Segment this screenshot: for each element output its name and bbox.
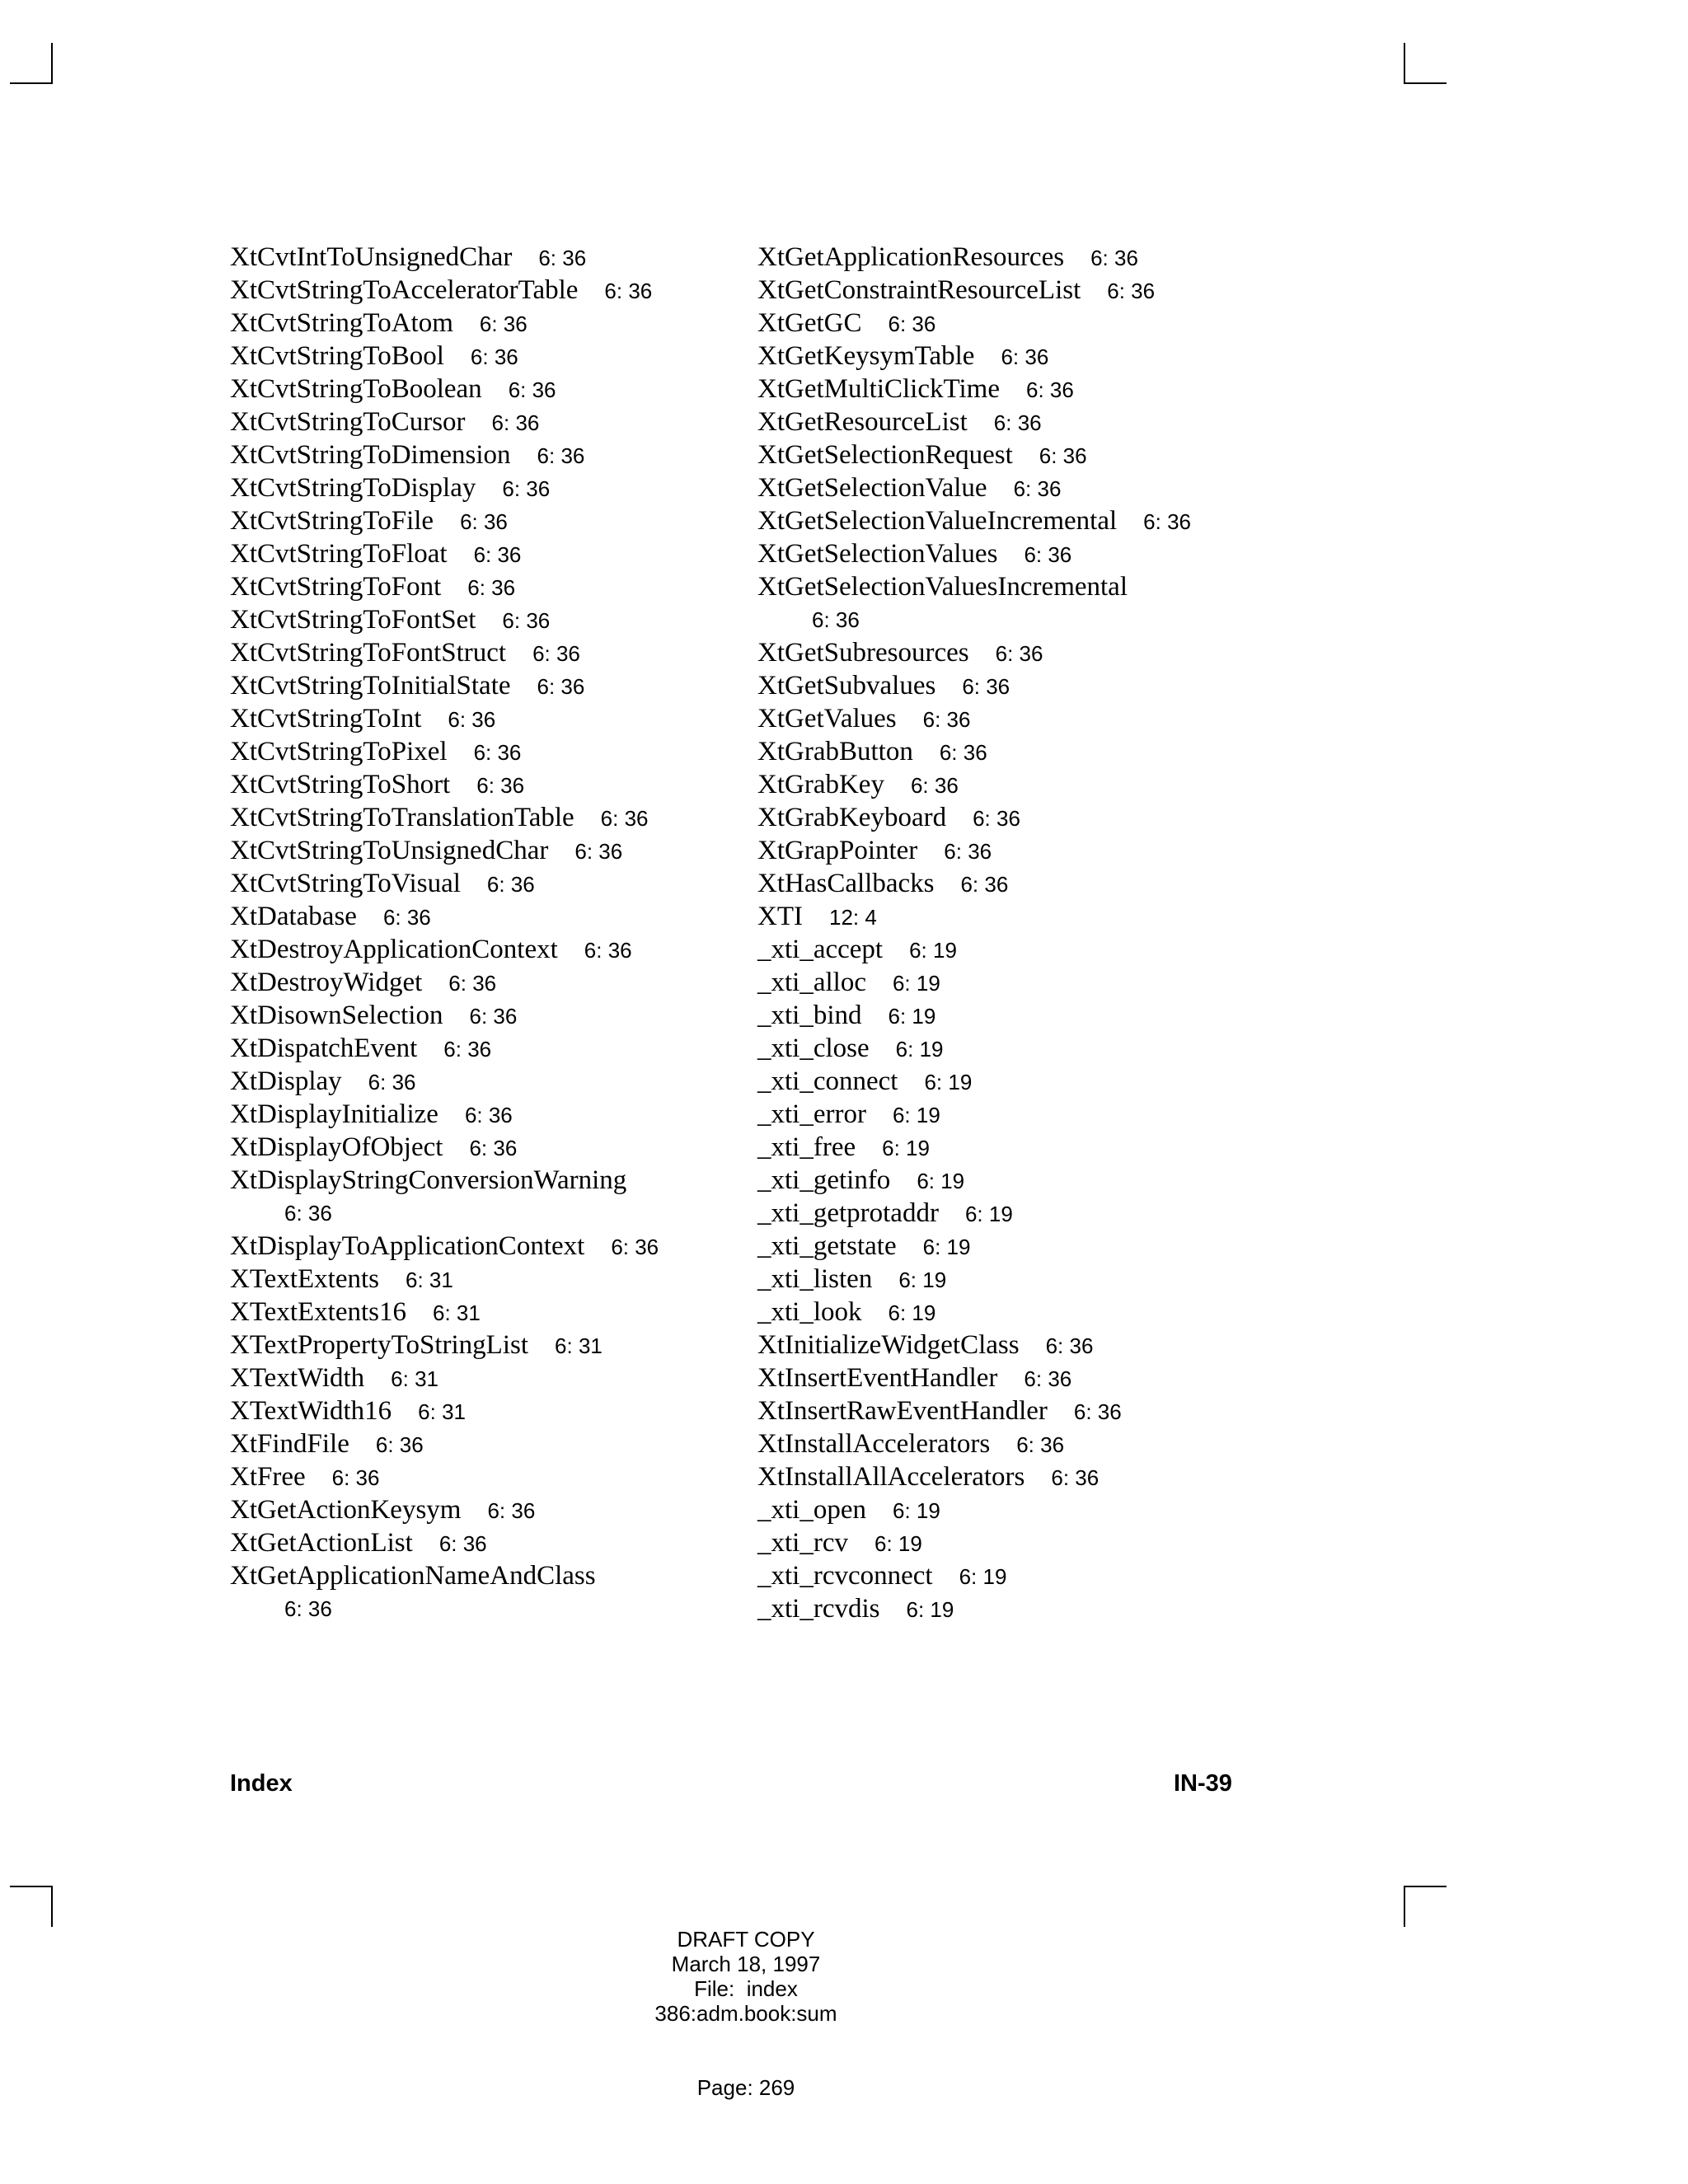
index-page-ref: 6: 36: [1016, 1432, 1065, 1457]
index-entry: [757, 1032, 1285, 1065]
index-term: XtGetMultiClickTime: [757, 374, 1000, 404]
index-page-ref: 6: 19: [882, 1136, 930, 1160]
index-page-ref: 6: 19: [906, 1597, 954, 1622]
index-page-ref: 6: 31: [391, 1366, 438, 1391]
index-page-ref: 6: 36: [1001, 344, 1049, 369]
index-page-ref: 6: 36: [960, 872, 1009, 897]
index-term: XtGetActionList: [230, 1528, 413, 1558]
index-term: XtCvtStringToShort: [230, 770, 451, 799]
index-entry: [757, 768, 1285, 801]
draft-page-number: Page: 269: [696, 2075, 795, 2100]
index-term: XTextWidth16: [230, 1396, 392, 1426]
index-term: XtGetActionKeysym: [230, 1495, 462, 1525]
index-term: _xti_bind: [757, 1001, 862, 1030]
index-entry: [757, 537, 1285, 570]
index-entry: [230, 702, 757, 735]
index-page-ref: 6: 36: [473, 740, 522, 765]
index-page-ref: 6: 36: [368, 1070, 416, 1094]
index-page-ref: 6: 36: [1039, 443, 1087, 468]
index-term: XtDisownSelection: [230, 1001, 443, 1030]
index-entry: [757, 1559, 1285, 1592]
index-entry: [757, 801, 1285, 834]
index-term: XTextPropertyToStringList: [230, 1330, 529, 1360]
index-term: XtDisplayStringConversionWarning: [230, 1165, 627, 1195]
index-term: XtCvtStringToFontStruct: [230, 638, 507, 668]
draft-line: DRAFT COPY: [677, 1927, 815, 1952]
index-entry: [757, 1526, 1285, 1559]
index-term: XtFree: [230, 1462, 306, 1492]
index-page-ref: 6: 19: [959, 1564, 1007, 1589]
index-term: _xti_alloc: [757, 968, 866, 997]
index-entry: [230, 603, 757, 636]
index-page-ref: 6: 36: [460, 509, 508, 534]
index-term: XtGetSelectionValues: [757, 539, 998, 569]
index-page-ref: 6: 31: [555, 1333, 603, 1358]
index-term: _xti_error: [757, 1099, 866, 1129]
index-page-ref: 6: 36: [973, 806, 1020, 831]
index-entry: [230, 1329, 757, 1361]
index-term: XtDestroyWidget: [230, 968, 423, 997]
index-entry: [230, 307, 757, 340]
index-entry: [230, 405, 757, 438]
index-term: XtCvtStringToFile: [230, 506, 434, 536]
index-entry: [757, 834, 1285, 867]
index-entry: [230, 1559, 757, 1625]
index-page-ref: 6: 19: [892, 1498, 940, 1523]
index-entry: [230, 867, 757, 900]
index-term: XtCvtStringToDimension: [230, 440, 511, 470]
index-term: XtInstallAccelerators: [757, 1429, 991, 1459]
index-term: _xti_rcvconnect: [757, 1561, 933, 1591]
index-entry: [230, 340, 757, 373]
index-term: XTextExtents16: [230, 1297, 406, 1327]
index-term: _xti_close: [757, 1033, 870, 1063]
index-page-ref: 6: 19: [895, 1037, 944, 1062]
index-page-ref: 6: 36: [487, 1498, 536, 1523]
index-page-ref: 6: 36: [910, 773, 959, 798]
index-page-ref: 6: 36: [1051, 1465, 1100, 1490]
index-page-ref: 6: 36: [888, 312, 936, 336]
index-entry: [230, 669, 757, 702]
index-term: XtCvtStringToPixel: [230, 737, 448, 766]
index-entry: [230, 801, 757, 834]
index-page-ref: 6: 36: [438, 1531, 487, 1556]
index-term: XtGetValues: [757, 704, 897, 733]
index-entry: [757, 636, 1285, 669]
draft-line: March 18, 1997: [671, 1952, 821, 1976]
index-page-ref: 6: 36: [939, 740, 987, 765]
index-entry: [757, 1427, 1285, 1460]
index-page-ref: 6: 36: [467, 575, 516, 600]
index-term: XtCvtStringToVisual: [230, 869, 461, 898]
index-entry: [757, 669, 1285, 702]
index-entry: [230, 966, 757, 999]
index-page-ref: 6: 19: [964, 1202, 1013, 1226]
index-term: XtGetGC: [757, 308, 862, 338]
index-entry: [757, 933, 1285, 966]
index-entry: [230, 636, 757, 669]
index-term: XtGetSubvalues: [757, 671, 936, 701]
index-term: XtCvtStringToFont: [230, 572, 442, 602]
index-term: XtGetSelectionValue: [757, 473, 987, 503]
index-term: _xti_listen: [757, 1264, 873, 1294]
index-term: XtInsertRawEventHandler: [757, 1396, 1048, 1426]
index-term: XtDestroyApplicationContext: [230, 935, 558, 964]
index-term: XtCvtStringToDisplay: [230, 473, 476, 503]
index-term: XtGrabKey: [757, 770, 884, 799]
index-page-ref: 6: 36: [502, 608, 551, 633]
index-page-ref: 6: 36: [469, 1004, 518, 1029]
index-term: XtCvtIntToUnsignedChar: [230, 242, 513, 272]
index-page-ref: 6: 36: [284, 1201, 332, 1226]
index-entry: [757, 1230, 1285, 1263]
index-term: XtCvtStringToBool: [230, 341, 444, 371]
index-term: XTextWidth: [230, 1363, 365, 1393]
index-page-ref: 6: 19: [892, 971, 940, 996]
footer-page-label: IN-39: [1174, 1770, 1232, 1797]
index-entry: [757, 340, 1285, 373]
index-term: _xti_getprotaddr: [757, 1198, 939, 1228]
index-column-right: [757, 241, 1285, 1625]
index-entry: [757, 504, 1285, 537]
index-term: XtCvtStringToAcceleratorTable: [230, 275, 579, 305]
index-page-ref: 6: 19: [898, 1268, 947, 1292]
index-page-ref: 6: 36: [1090, 246, 1138, 270]
index-page-ref: 6: 36: [995, 641, 1043, 666]
index-term: XtGetConstraintResourceList: [757, 275, 1081, 305]
index-term: XtCvtStringToInt: [230, 704, 422, 733]
index-term: XTextExtents: [230, 1264, 379, 1294]
index-term: XtInitializeWidgetClass: [757, 1330, 1020, 1360]
index-term: XtDisplayToApplicationContext: [230, 1231, 585, 1261]
index-page-ref: 6: 36: [584, 938, 632, 963]
index-entry: [757, 1460, 1285, 1493]
index-term: XtDisplay: [230, 1066, 342, 1096]
index-page-ref: 6: 36: [611, 1235, 659, 1259]
index-page-ref: 6: 36: [473, 542, 522, 567]
index-entry: [230, 373, 757, 405]
index-page-ref: 12: 4: [828, 905, 877, 930]
index-term: XtGrapPointer: [757, 836, 918, 865]
index-entry: [757, 1164, 1285, 1197]
index-entry: [757, 405, 1285, 438]
index-page-ref: 6: 31: [432, 1301, 481, 1325]
index-term: XtCvtStringToFontSet: [230, 605, 476, 635]
index-entry: [230, 1098, 757, 1131]
index-term: XtDispatchEvent: [230, 1033, 418, 1063]
index-page-ref: 6: 36: [491, 410, 540, 435]
index-term: XtCvtStringToInitialState: [230, 671, 511, 701]
index-entry: [757, 570, 1285, 636]
index-entry: [230, 471, 757, 504]
index-page-ref: 6: 36: [470, 344, 518, 369]
index-entry: [230, 1032, 757, 1065]
index-term: XtGrabButton: [757, 737, 913, 766]
index-term: XtGetResourceList: [757, 407, 968, 437]
index-entry: [757, 1361, 1285, 1394]
index-entry: [230, 274, 757, 307]
index-page-ref: 6: 36: [574, 839, 623, 864]
index-page-ref: 6: 36: [962, 674, 1010, 699]
index-entry: [230, 735, 757, 768]
index-page-ref: 6: 36: [284, 1596, 332, 1621]
index-term: XtDisplayOfObject: [230, 1132, 443, 1162]
index-term: XtGetSelectionValuesIncremental: [757, 572, 1128, 602]
index-entry: [757, 471, 1285, 504]
index-page-ref: 6: 36: [922, 707, 971, 732]
index-term: XtCvtStringToBoolean: [230, 374, 482, 404]
index-page-ref: 6: 36: [469, 1136, 518, 1160]
index-entry: [230, 570, 757, 603]
index-term: XtInstallAllAccelerators: [757, 1462, 1025, 1492]
index-page-ref: 6: 19: [892, 1103, 940, 1127]
index-term: _xti_connect: [757, 1066, 898, 1096]
index-entry: [757, 438, 1285, 471]
index-term: XtGrabKeyboard: [757, 803, 947, 832]
index-entry: [230, 1131, 757, 1164]
index-entry: [230, 1493, 757, 1526]
index-page-ref: 6: 36: [1025, 377, 1074, 402]
index-term: _xti_look: [757, 1297, 862, 1327]
index-entry: [230, 1263, 757, 1296]
index-entry: [230, 933, 757, 966]
index-term: XtCvtStringToTranslationTable: [230, 803, 574, 832]
index-term: XtHasCallbacks: [757, 869, 935, 898]
index-page-ref: 6: 36: [1024, 1366, 1072, 1391]
index-page-ref: 6: 36: [1107, 279, 1156, 303]
index-page-ref: 6: 19: [909, 938, 957, 963]
index-term: XtGetSubresources: [757, 638, 969, 668]
index-term: XtDisplayInitialize: [230, 1099, 438, 1129]
index-page-ref: 6: 36: [812, 607, 860, 632]
index-page-ref: 6: 36: [1013, 476, 1062, 501]
index-entry: [757, 1197, 1285, 1230]
crop-mark-bottom-left: [10, 1886, 53, 1927]
index-entry: [757, 1131, 1285, 1164]
index-page-ref: 6: 36: [1024, 542, 1072, 567]
index-entry: [757, 1065, 1285, 1098]
index-term: XtGetKeysymTable: [757, 341, 975, 371]
index-entry: [757, 1098, 1285, 1131]
index-entry: [230, 504, 757, 537]
index-page-ref: 6: 36: [508, 377, 556, 402]
index-entry: [757, 241, 1285, 274]
index-term: XtCvtStringToFloat: [230, 539, 448, 569]
index-page-ref: 6: 31: [405, 1268, 453, 1292]
index-page-ref: 6: 36: [476, 773, 525, 798]
index-term: XtGetSelectionRequest: [757, 440, 1013, 470]
index-page-ref: 6: 36: [538, 246, 587, 270]
index-entry: [230, 900, 757, 933]
index-entry: [757, 999, 1285, 1032]
index-page-ref: 6: 36: [993, 410, 1042, 435]
index-page-ref: 6: 36: [382, 905, 431, 930]
index-entry: [757, 966, 1285, 999]
index-page-ref: 6: 36: [448, 707, 496, 732]
index-entry: [757, 735, 1285, 768]
index-page-ref: 6: 19: [888, 1301, 936, 1325]
index-term: _xti_getinfo: [757, 1165, 891, 1195]
draft-line: 386:adm.book:sum: [654, 2001, 837, 2026]
index-entry: [757, 1592, 1285, 1625]
index-term: XtCvtStringToAtom: [230, 308, 453, 338]
index-page-ref: 6: 36: [464, 1103, 513, 1127]
index-page-ref: 6: 36: [502, 476, 551, 501]
draft-stamp: [0, 1927, 1492, 2026]
index-entry: [230, 241, 757, 274]
index-entry: [230, 1526, 757, 1559]
index-page-ref: 6: 36: [375, 1432, 424, 1457]
index-entry: [757, 900, 1285, 933]
index-page-ref: 6: 36: [331, 1465, 380, 1490]
index-entry: [230, 438, 757, 471]
crop-mark-bottom-right: [1404, 1886, 1447, 1927]
index-entry: [230, 1460, 757, 1493]
crop-mark-top-left: [10, 43, 53, 84]
index-page-ref: 6: 36: [486, 872, 535, 897]
index-entry: [757, 274, 1285, 307]
index-entry: [230, 768, 757, 801]
index-page-ref: 6: 36: [537, 674, 585, 699]
index-entry: [230, 1065, 757, 1098]
index-page-ref: 6: 19: [874, 1531, 922, 1556]
index-entry: [230, 1230, 757, 1263]
index-term: XtGetApplicationNameAndClass: [230, 1561, 596, 1591]
index-page-ref: 6: 36: [604, 279, 653, 303]
index-page-ref: 6: 19: [917, 1169, 965, 1193]
index-entry: [757, 1296, 1285, 1329]
index-entry: [230, 1427, 757, 1460]
index-entry: [757, 1263, 1285, 1296]
index-term: XtGetSelectionValueIncremental: [757, 506, 1118, 536]
index-entry: [757, 1329, 1285, 1361]
index-entry: [757, 867, 1285, 900]
index-page-ref: 6: 19: [922, 1235, 971, 1259]
index-term: _xti_rcvdis: [757, 1594, 880, 1624]
index-entry: [230, 1361, 757, 1394]
index-entry: [757, 373, 1285, 405]
index-entry: [230, 1296, 757, 1329]
index-page-ref: 6: 36: [448, 971, 497, 996]
index-page-ref: 6: 36: [1073, 1399, 1122, 1424]
index-column-left: [230, 241, 757, 1625]
index-entry: [230, 537, 757, 570]
index-page-ref: 6: 36: [1143, 509, 1191, 534]
index-page-ref: 6: 31: [418, 1399, 466, 1424]
index-term: XtInsertEventHandler: [757, 1363, 998, 1393]
index-page-ref: 6: 19: [924, 1070, 973, 1094]
index-term: XtDatabase: [230, 902, 357, 931]
index-entry: [230, 1164, 757, 1230]
index-page-ref: 6: 36: [479, 312, 528, 336]
index-page-ref: 6: 36: [1045, 1333, 1094, 1358]
index-term: XTI: [757, 902, 803, 931]
index-term: XtFindFile: [230, 1429, 349, 1459]
index-entry: [757, 1394, 1285, 1427]
index-term: _xti_open: [757, 1495, 866, 1525]
footer-section-label: Index: [230, 1770, 293, 1797]
index-term: _xti_getstate: [757, 1231, 897, 1261]
index-term: XtCvtStringToCursor: [230, 407, 466, 437]
index-page-ref: 6: 36: [537, 443, 585, 468]
index-page-ref: 6: 36: [944, 839, 992, 864]
crop-mark-top-right: [1404, 43, 1447, 84]
index-term: _xti_free: [757, 1132, 856, 1162]
index-entry: [230, 999, 757, 1032]
index-page-ref: 6: 36: [600, 806, 649, 831]
index-term: _xti_accept: [757, 935, 884, 964]
index-entry: [757, 1493, 1285, 1526]
index-page-ref: 6: 36: [532, 641, 580, 666]
draft-line: File: index: [694, 1976, 798, 2001]
index-page-ref: 6: 36: [443, 1037, 492, 1062]
index-page-ref: 6: 19: [888, 1004, 936, 1029]
index-entry: [230, 1394, 757, 1427]
index-entry: [230, 834, 757, 867]
index-entry: [757, 702, 1285, 735]
index-term: XtGetApplicationResources: [757, 242, 1065, 272]
index-term: XtCvtStringToUnsignedChar: [230, 836, 549, 865]
index-term: _xti_rcv: [757, 1528, 848, 1558]
index-entry: [757, 307, 1285, 340]
